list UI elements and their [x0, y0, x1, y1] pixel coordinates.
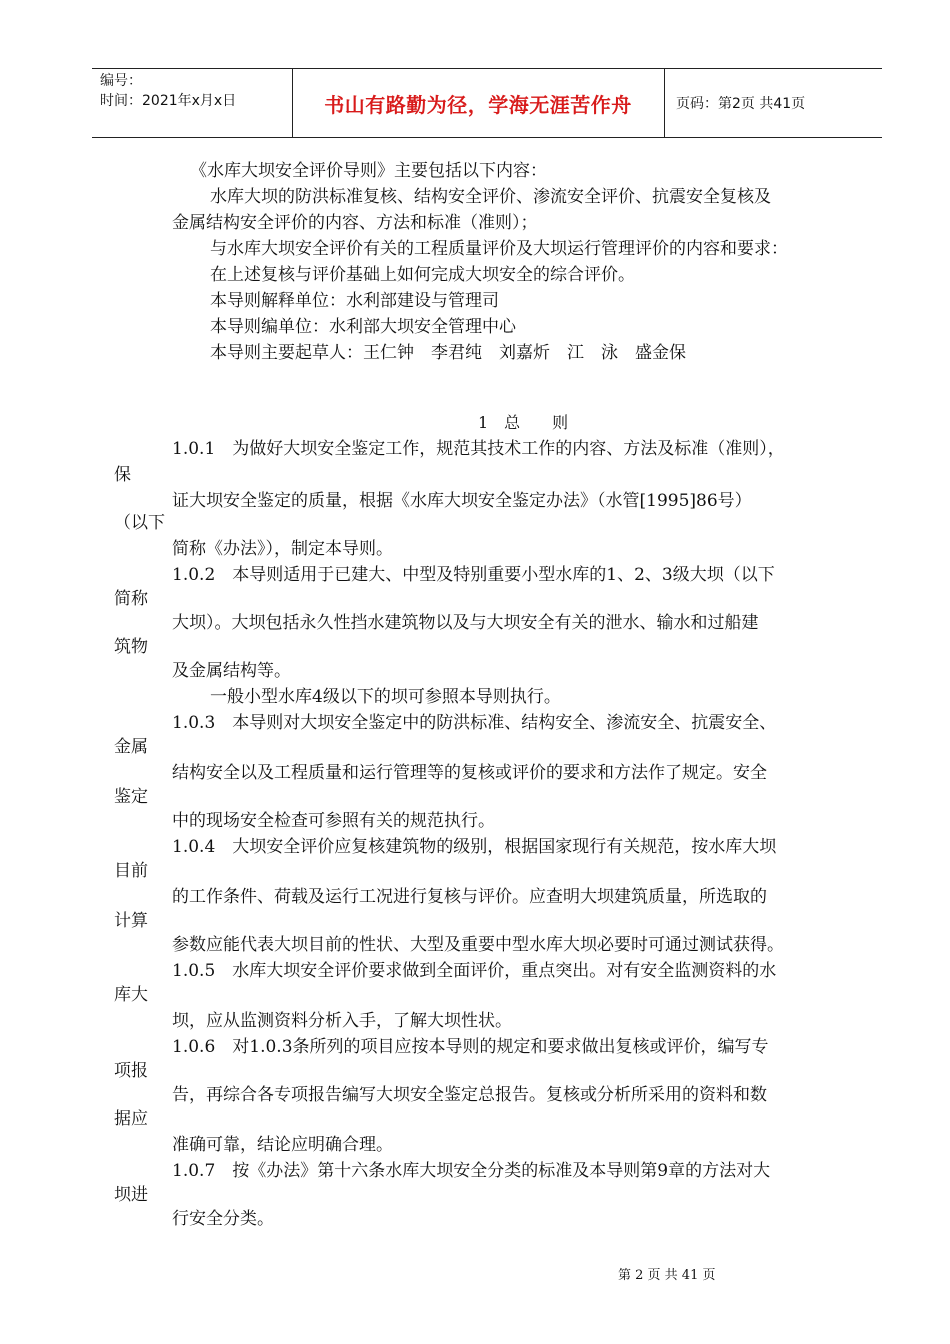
header-table [92, 68, 882, 138]
clause-line: 1.0.6 对1.0.3条所列的项目应按本导则的规定和要求做出复核或评价，编写专 [172, 1037, 769, 1057]
clause-line: 行安全分类。 [172, 1209, 274, 1229]
clause-line: 鉴定 [114, 787, 148, 807]
clause-line: 一般小型水库4级以下的坝可参照本导则执行。 [210, 687, 561, 707]
clause-line: 计算 [114, 911, 148, 931]
page-footer: 第 2 页 共 41 页 [618, 1268, 716, 1283]
intro-line: 《水库大坝安全评价导则》主要包括以下内容： [190, 161, 547, 181]
section-heading: 1 总 则 [478, 413, 569, 432]
clause-line: 库大 [114, 985, 148, 1005]
clause-line: 证大坝安全鉴定的质量，根据《水库大坝安全鉴定办法》（水管[1995]86号） [172, 491, 752, 511]
clause-line: 1.0.1 为做好大坝安全鉴定工作，规范其技术工作的内容、方法及标准（准则）， [172, 439, 785, 459]
intro-line: 本导则主要起草人：王仁钟 李君纯 刘嘉炘 江 泳 盛金保 [210, 343, 686, 363]
header-page-info: 页码：第2页 共41页 [676, 96, 806, 112]
clause-line: 结构安全以及工程质量和运行管理等的复核或评价的要求和方法作了规定。安全 [172, 763, 767, 783]
clause-line: 参数应能代表大坝目前的性状、大型及重要中型水库大坝必要时可通过测试获得。 [172, 935, 784, 955]
intro-line: 在上述复核与评价基础上如何完成大坝安全的综合评价。 [210, 265, 635, 285]
clause-line: 保 [114, 465, 131, 485]
intro-line: 水库大坝的防洪标准复核、结构安全评价、渗流安全评价、抗震安全复核及 [210, 187, 771, 207]
intro-line: 本导则编单位：水利部大坝安全管理中心 [210, 317, 516, 337]
code-label: 编号： [100, 73, 142, 89]
clause-line: 大坝）。大坝包括永久性挡水建筑物以及与大坝安全有关的泄水、输水和过船建 [172, 613, 759, 633]
intro-line: 本导则解释单位：水利部建设与管理司 [210, 291, 499, 311]
intro-line: 与水库大坝安全评价有关的工程质量评价及大坝运行管理评价的内容和要求： [210, 239, 788, 259]
clause-line: 坝进 [114, 1185, 148, 1205]
header-divider [664, 69, 665, 137]
clause-line: 项报 [114, 1061, 148, 1081]
clause-line: 准确可靠，结论应明确合理。 [172, 1135, 393, 1155]
clause-line: （以下 [114, 513, 165, 533]
clause-line: 1.0.7 按《办法》第十六条水库大坝安全分类的标准及本导则第9章的方法对大 [172, 1161, 771, 1181]
clause-line: 中的现场安全检查可参照有关的规范执行。 [172, 811, 495, 831]
clause-line: 1.0.5 水库大坝安全评价要求做到全面评价，重点突出。对有安全监测资料的水 [172, 961, 777, 981]
clause-line: 简称《办法》），制定本导则。 [172, 539, 393, 559]
clause-line: 据应 [114, 1109, 148, 1129]
clause-line: 告，再综合各专项报告编写大坝安全鉴定总报告。复核或分析所采用的资料和数 [172, 1085, 767, 1105]
header-motto: 书山有路勤为径，学海无涯苦作舟 [324, 92, 632, 117]
clause-line: 的工作条件、荷载及运行工况进行复核与评价。应查明大坝建筑质量，所选取的 [172, 887, 767, 907]
clause-line: 金属 [114, 737, 148, 757]
header-meta [100, 71, 290, 111]
clause-line: 1.0.2 本导则适用于已建大、中型及特别重要小型水库的1、2、3级大坝（以下 [172, 565, 775, 585]
clause-line: 简称 [114, 589, 148, 609]
clause-line: 目前 [114, 861, 148, 881]
clause-line: 1.0.4 大坝安全评价应复核建筑物的级别，根据国家现行有关规范，按水库大坝 [172, 837, 777, 857]
clause-line: 及金属结构等。 [172, 661, 291, 681]
intro-line: 金属结构安全评价的内容、方法和标准（准则）； [172, 213, 538, 233]
clause-line: 坝，应从监测资料分析入手，了解大坝性状。 [172, 1011, 512, 1031]
clause-line: 筑物 [114, 637, 148, 657]
time-line: 时间：2021年x月x日 [100, 93, 237, 109]
clause-line: 1.0.3 本导则对大坝安全鉴定中的防洪标准、结构安全、渗流安全、抗震安全、 [172, 713, 777, 733]
